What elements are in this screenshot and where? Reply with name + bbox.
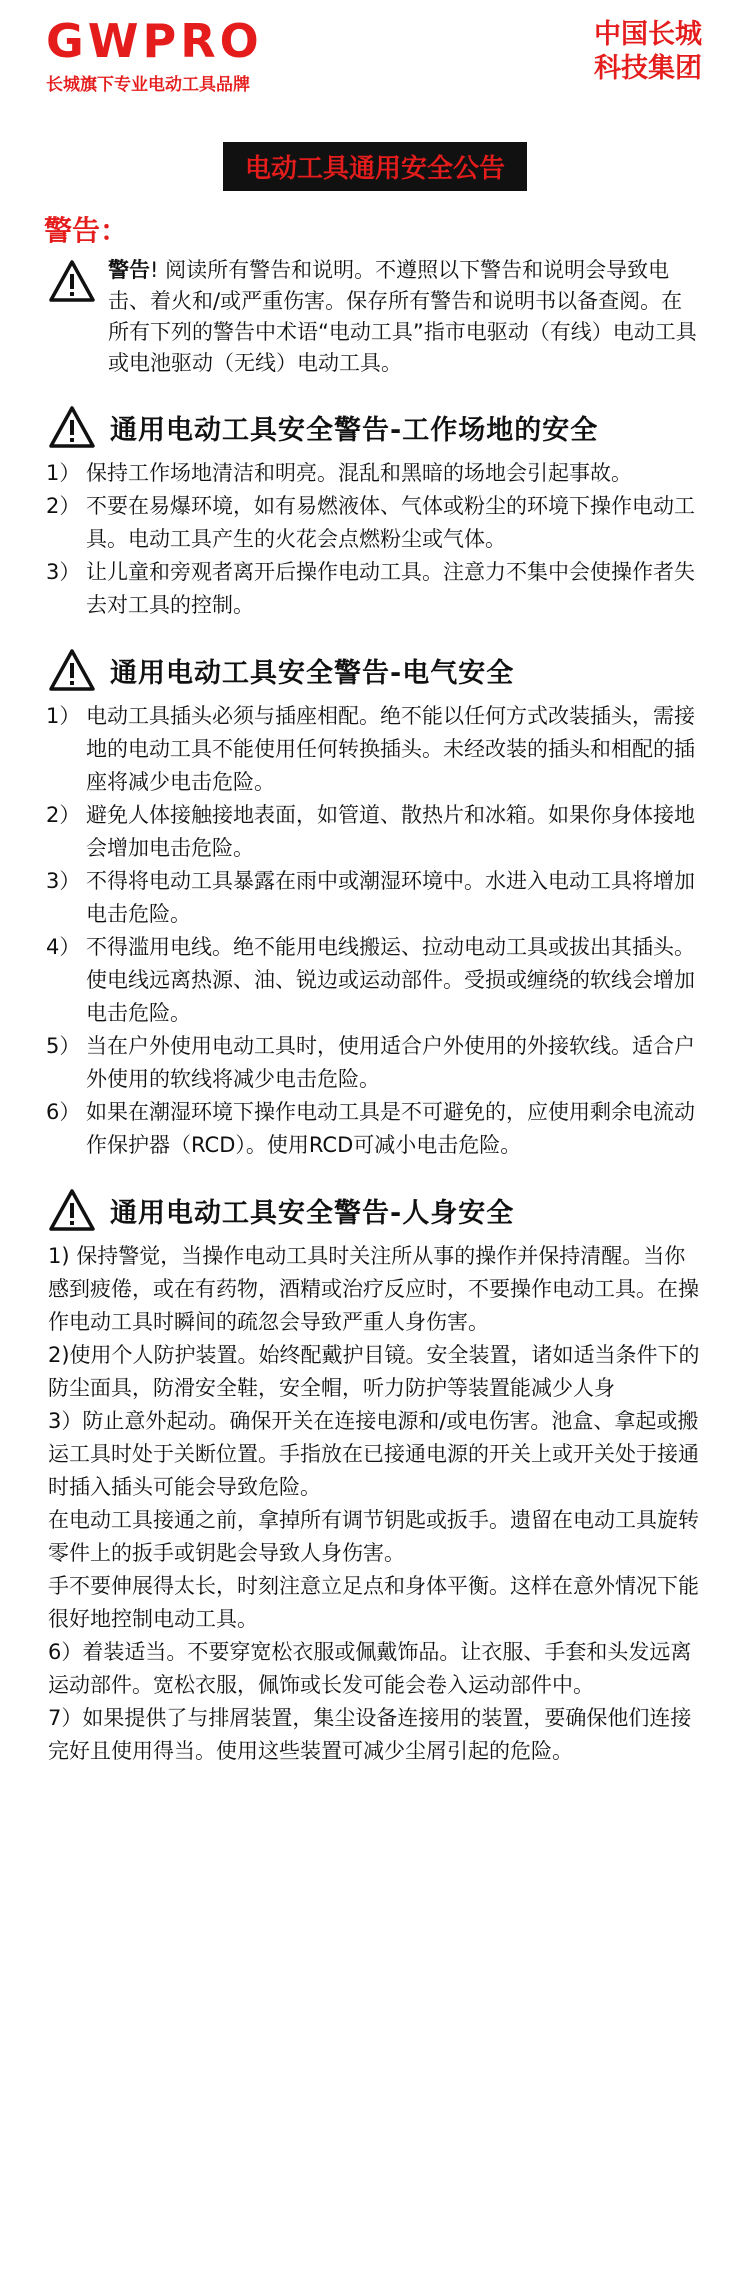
item-number: 3） bbox=[46, 869, 81, 893]
item-text: 如果在潮湿环境下操作电动工具是不可避免的，应使用剩余电流动作保护器（RCD）。使用RCD可减小电击危险。 bbox=[86, 1100, 695, 1157]
company-line-2: 科技集团 bbox=[594, 53, 702, 84]
section-personal-body bbox=[48, 1240, 706, 1768]
notice-banner: 电动工具通用安全公告 bbox=[223, 142, 527, 191]
warning-triangle-icon bbox=[48, 259, 96, 303]
list-item bbox=[46, 865, 706, 931]
list-item bbox=[46, 556, 706, 622]
list-item bbox=[46, 1030, 706, 1096]
paragraph: 7）如果提供了与排屑装置，集尘设备连接用的装置，要确保他们连接完好且使用得当。使用这些装置可减少尘屑引起的危险。 bbox=[48, 1706, 692, 1763]
item-number: 2） bbox=[46, 494, 81, 518]
item-number: 1） bbox=[46, 461, 81, 485]
item-text: 当在户外使用电动工具时，使用适合户外使用的外接软线。适合户外使用的软线将减少电击危险。 bbox=[86, 1034, 695, 1091]
item-number: 3） bbox=[46, 560, 81, 584]
brand-logo bbox=[46, 14, 263, 95]
item-number: 1） bbox=[46, 704, 81, 728]
paragraph: 手不要伸展得太长，时刻注意立足点和身体平衡。这样在意外情况下能很好地控制电动工具。 bbox=[48, 1574, 699, 1631]
list-item bbox=[46, 931, 706, 1030]
item-text: 保持工作场地清洁和明亮。混乱和黑暗的场地会引起事故。 bbox=[86, 461, 632, 485]
item-number: 2） bbox=[46, 803, 81, 827]
list-item bbox=[46, 1096, 706, 1162]
item-text: 不得滥用电线。绝不能用电线搬运、拉动电动工具或拔出其插头。使电线远离热源、油、锐边或运动部件。受损或缠绕的软线会增加电击危险。 bbox=[86, 935, 695, 1025]
intro-text bbox=[108, 255, 702, 379]
list-item bbox=[46, 799, 706, 865]
item-text: 让儿童和旁观者离开后操作电动工具。注意力不集中会使操作者失去对工具的控制。 bbox=[86, 560, 695, 617]
section-title: 通用电动工具安全警告-人身安全 bbox=[110, 1197, 515, 1229]
header bbox=[0, 0, 750, 100]
item-text: 不得将电动工具暴露在雨中或潮湿环境中。水进入电动工具将增加电击危险。 bbox=[86, 869, 695, 926]
item-text: 避免人体接触接地表面，如管道、散热片和冰箱。如果你身体接地会增加电击危险。 bbox=[86, 803, 695, 860]
banner-wrap bbox=[0, 142, 750, 191]
paragraph: 在电动工具接通之前，拿掉所有调节钥匙或扳手。遗留在电动工具旋转零件上的扳手或钥匙会导致人身伤害。 bbox=[48, 1508, 699, 1565]
paragraph: 3）防止意外起动。确保开关在连接电源和/或电伤害。池盒、拿起或搬运工具时处于关断位置。手指放在已接通电源的开关上或开关处于接通时插入插头可能会导致危险。 bbox=[48, 1409, 699, 1499]
company-name bbox=[594, 18, 702, 86]
paragraph: 6）着装适当。不要穿宽松衣服或佩戴饰品。让衣服、手套和头发远离运动部件。宽松衣服，佩饰或长发可能会卷入运动部件中。 bbox=[48, 1640, 692, 1697]
paragraph: 2)使用个人防护装置。始终配戴护目镜。安全装置，诸如适当条件下的防尘面具，防滑安全鞋，安全帽，听力防护等装置能减少人身 bbox=[48, 1343, 700, 1400]
intro-warning bbox=[48, 255, 702, 379]
item-number: 6） bbox=[46, 1100, 81, 1124]
list-item bbox=[46, 457, 706, 490]
brand-tagline: 长城旗下专业电动工具品牌 bbox=[46, 75, 250, 95]
warning-heading: 警告： bbox=[44, 214, 129, 247]
section-electrical-items bbox=[46, 700, 706, 1162]
warning-triangle-icon bbox=[48, 1188, 96, 1232]
item-number: 5） bbox=[46, 1034, 81, 1058]
section-workplace-items bbox=[46, 457, 706, 622]
list-item bbox=[46, 700, 706, 799]
logo-text: GWPRO bbox=[46, 14, 263, 68]
item-text: 电动工具插头必须与插座相配。绝不能以任何方式改装插头，需接地的电动工具不能使用任何转换插头。未经改装的插头和相配的插座将减少电击危险。 bbox=[86, 704, 695, 794]
intro-bold: 警告 bbox=[108, 258, 150, 282]
item-number: 4） bbox=[46, 935, 81, 959]
section-electrical-header bbox=[48, 648, 750, 692]
item-text: 不要在易爆环境，如有易燃液体、气体或粉尘的环境下操作电动工具。电动工具产生的火花会点燃粉尘或气体。 bbox=[86, 494, 695, 551]
paragraph: 1) 保持警觉，当操作电动工具时关注所从事的操作并保持清醒。当你感到疲倦，或在有药物，酒精或治疗反应时，不要操作电动工具。在操作电动工具时瞬间的疏忽会导致严重人身伤害。 bbox=[48, 1244, 699, 1334]
warning-triangle-icon bbox=[48, 405, 96, 449]
company-line-1: 中国长城 bbox=[594, 19, 702, 50]
section-title: 通用电动工具安全警告-工作场地的安全 bbox=[110, 414, 599, 446]
warning-triangle-icon bbox=[48, 648, 96, 692]
section-title: 通用电动工具安全警告-电气安全 bbox=[110, 657, 515, 689]
intro-body: ! 阅读所有警告和说明。不遵照以下警告和说明会导致电击、着火和/或严重伤害。保存所有警告和说明书以备查阅。在所有下列的警告中术语“电动工具”指市电驱动（有线）电动工具或电池驱动（无线）电动工具。 bbox=[108, 258, 697, 375]
list-item bbox=[46, 490, 706, 556]
section-workplace-header bbox=[48, 405, 750, 449]
section-personal-header bbox=[48, 1188, 750, 1232]
